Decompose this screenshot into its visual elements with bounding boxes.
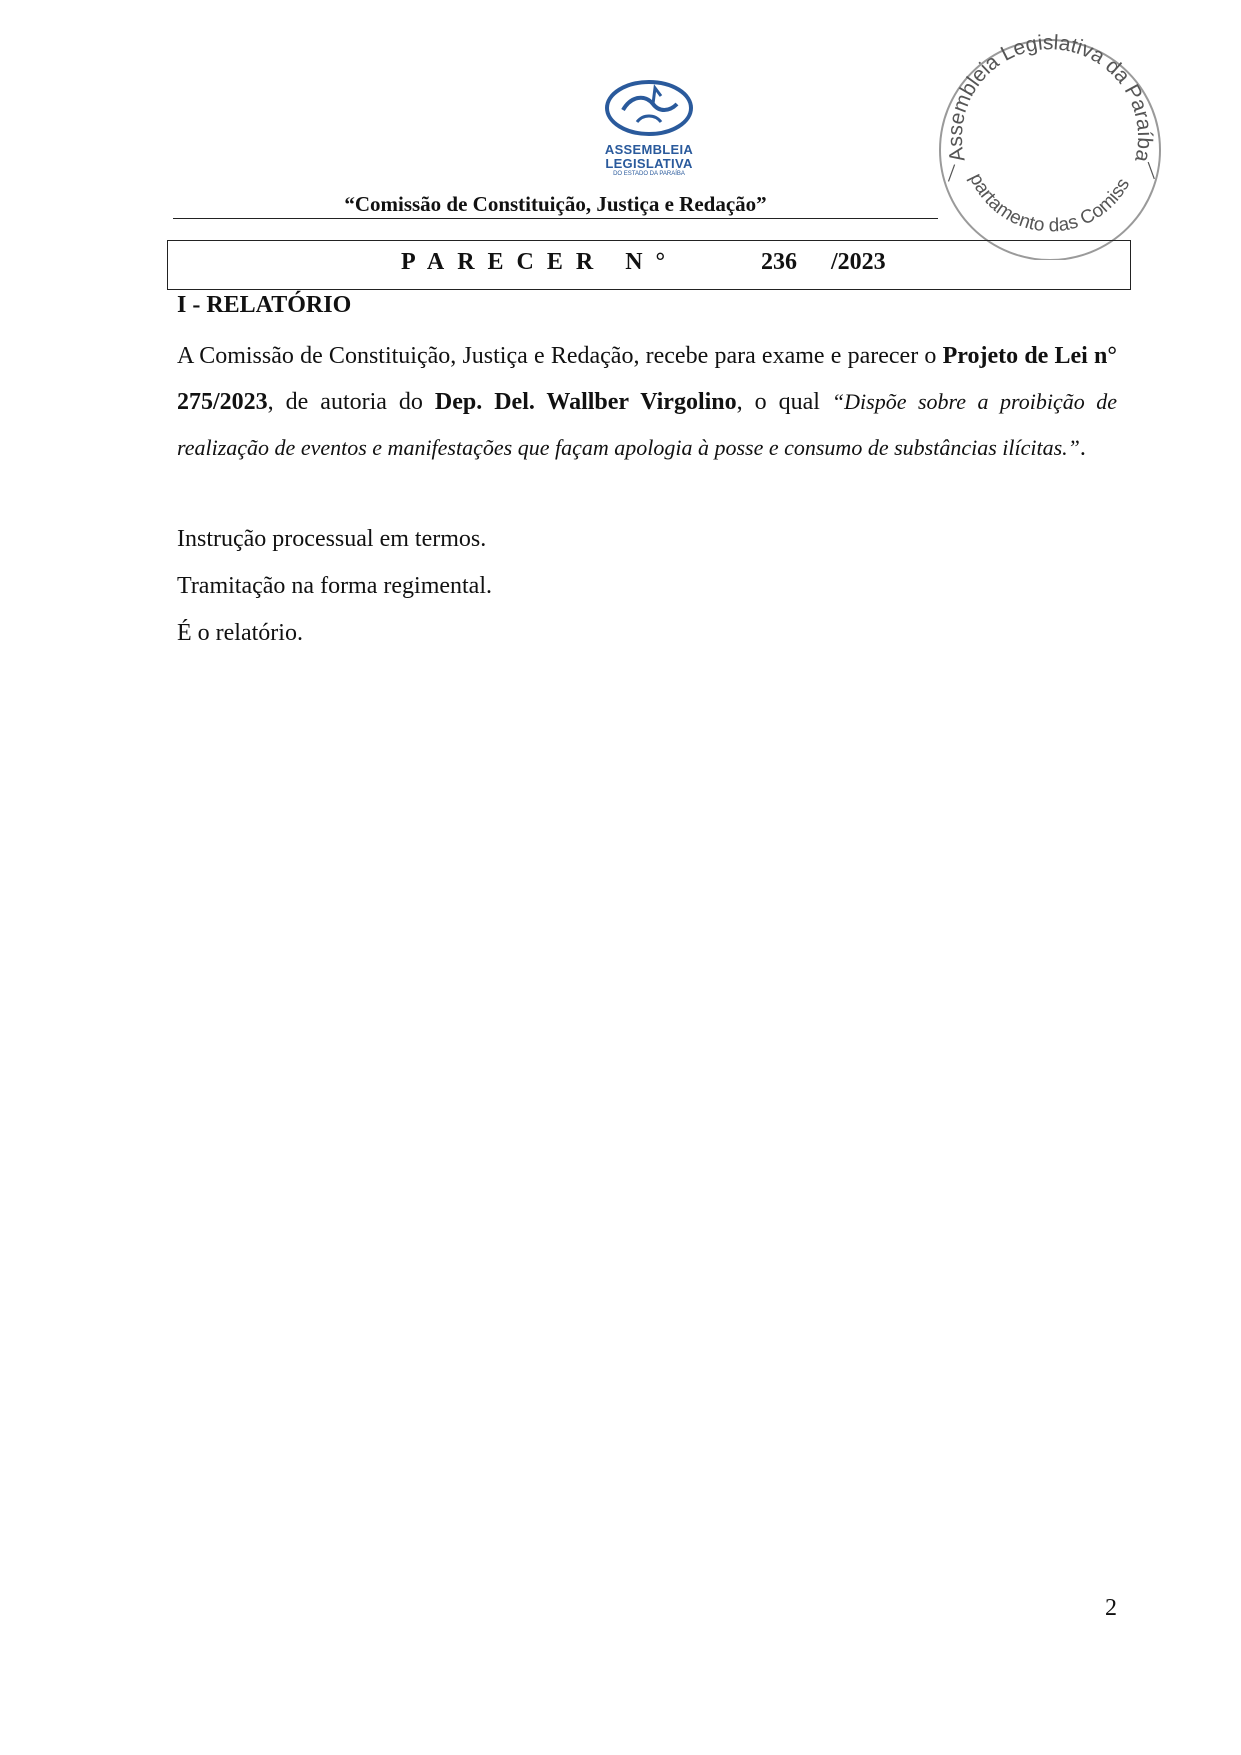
paragraph-mid: , de autoria do xyxy=(267,389,435,415)
stamp-separator-right: — xyxy=(1140,158,1165,182)
parecer-label: PARECER N° xyxy=(401,249,679,275)
paragraph-end: . xyxy=(1079,435,1086,461)
parecer-number: 236 xyxy=(761,249,797,275)
report-line: Tramitação na forma regimental. xyxy=(177,573,492,599)
report-line: É o relatório. xyxy=(177,620,303,646)
department-stamp xyxy=(935,30,1165,260)
logo-text-legislativa: LEGISLATIVA xyxy=(605,156,693,171)
parecer-heading-box xyxy=(167,240,1131,290)
page-number: 2 xyxy=(1105,1595,1117,1621)
bill-author: Dep. Del. Wallber Virgolino xyxy=(434,389,737,415)
header-divider xyxy=(173,218,938,219)
paragraph-after-author: , o qual xyxy=(736,389,820,415)
commission-title: “Comissão de Constituição, Justiça e Redação” xyxy=(344,192,767,216)
stamp-text-top: Assembleia Legislativa da Paraíba xyxy=(943,31,1157,164)
assembly-logo xyxy=(597,78,701,182)
section-title-relatorio: I - RELATÓRIO xyxy=(177,292,352,318)
report-paragraph xyxy=(177,333,1117,471)
logo-text-state: DO ESTADO DA PARAÍBA xyxy=(613,171,685,177)
stamp-seal-icon xyxy=(935,30,1165,260)
dove-emblem-icon xyxy=(597,78,701,142)
bill-summary-quote: “Dispõe sobre a proibição de realização de eventos e manifestações que façam apologia à posse e consumo de substâncias ilícitas.” xyxy=(177,389,1117,460)
stamp-text-bottom: partamento das Comiss xyxy=(965,170,1135,237)
paragraph-intro: A Comissão de Constituição, Justiça e Redação, recebe para exame e parecer o xyxy=(177,343,937,369)
report-line: Instrução processual em termos. xyxy=(177,526,487,552)
stamp-separator-left: — xyxy=(937,160,963,185)
bill-reference: Projeto de Lei n° 275/2023 xyxy=(177,343,1117,415)
logo-text-assembleia: ASSEMBLEIA xyxy=(604,142,694,157)
svg-text:Assembleia Legislativa da Para xyxy=(944,31,1156,164)
parecer-year: /2023 xyxy=(831,249,886,275)
